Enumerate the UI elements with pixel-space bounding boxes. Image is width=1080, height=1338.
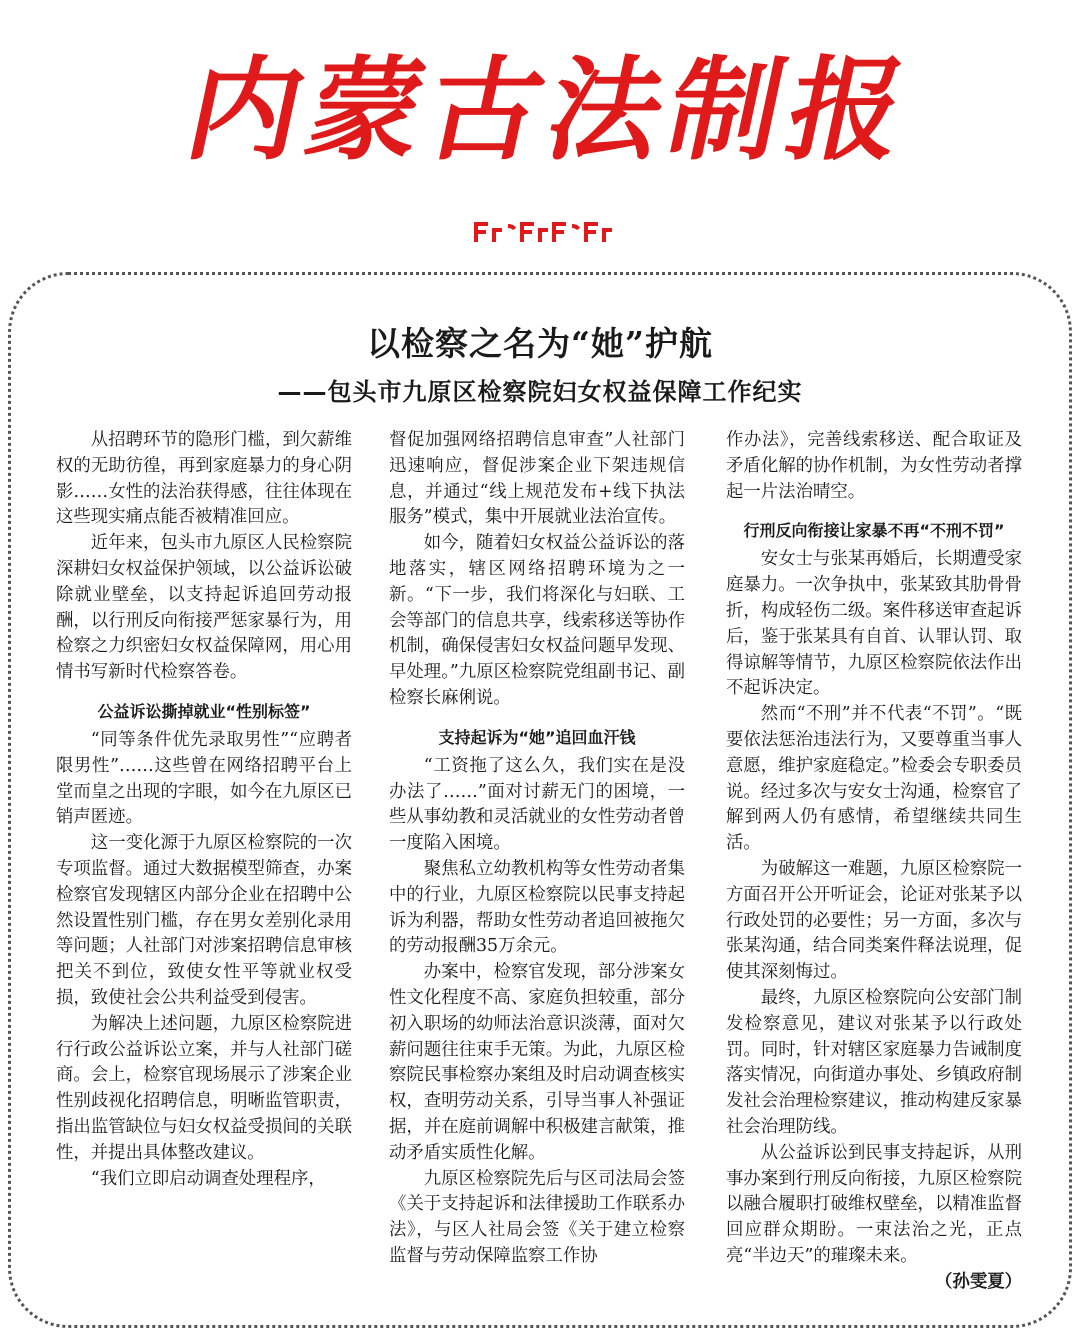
article-column-1 — [56, 428, 352, 1192]
paragraph: 然而“不刑”并不代表“不罚”。“既要依法惩治违法行为，又要尊重当事人意愿，维护家庭稳定。”检委会专职委员说。经过多次与安女士沟通，检察官了解到两人仍有感情，希望继续共同生活。 — [726, 704, 1022, 854]
paragraph: 为解决上述问题，九原区检察院进行行政公益诉讼立案，并与人社部门磋商。会上，检察官现场展示了涉案企业性别歧视化招聘信息，明晰监管职责，指出监管缺位与妇女权益受损间的关联性，并提出具体整改建议。 — [56, 1013, 352, 1163]
newspaper-logo: 内蒙古法制报 — [176, 45, 925, 176]
article-column-3 — [726, 428, 1022, 1296]
paragraph: “工资拖了这么久，我们实在是没办法了……”面对讨薪无门的困境，一些从事幼教和灵活就业的女性劳动者曾一度陷入困境。 — [389, 755, 685, 854]
paragraph: 从招聘环节的隐形门槛，到欠薪维权的无助彷徨，再到家庭暴力的身心阴影……女性的法治获得感，往往体现在这些现实痛点能否被精准回应。 — [56, 430, 352, 528]
paragraph: 聚焦私立幼教机构等女性劳动者集中的行业，九原区检察院以民事支持起诉为利器，帮助女性劳动者追回被拖欠的劳动报酬35万余元。 — [389, 858, 685, 957]
paragraph: 最终，九原区检察院向公安部门制发检察意见，建议对张某予以行政处罚。同时，针对辖区家庭暴力告诫制度落实情况，向街道办事处、乡镇政府制发社会治理检察建议，推动构建反家暴社会治理防线。 — [726, 987, 1022, 1137]
paragraph: 这一变化源于九原区检察院的一次专项监督。通过大数据模型筛查，办案检察官发现辖区内部分企业在招聘中公然设置性别门槛，存在男女差别化录用等问题；人社部门对涉案招聘信息审核把关不到位，致使女性平等就业权受损，致使社会公共利益受到侵害。 — [56, 833, 352, 1008]
paragraph: 为破解这一难题，九原区检察院一方面召开公开听证会，论证对张某予以行政处罚的必要性；另一方面，多次与张某沟通，结合同类案件释法说理，促使其深刻悔过。 — [726, 858, 1022, 983]
paragraph: 从公益诉讼到民事支持起诉，从刑事办案到行刑反向衔接，九原区检察院以融合履职打破维权壁垒，以精准监督回应群众期盼。一束法治之光，正点亮“半边天”的璀璨未来。 — [726, 1142, 1022, 1266]
author-byline: （孙雯夏） — [935, 1271, 1022, 1292]
section-heading: 支持起诉为“她”追回血汗钱 — [438, 727, 636, 747]
masthead — [0, 0, 1080, 270]
paragraph: 近年来，包头市九原区人民检察院深耕妇女权益保护领域，以公益诉讼破除就业壁垒，以支持起诉追回劳动报酬，以行刑反向衔接严惩家暴行为，用检察之力织密妇女权益保障网，用心用情书写新时代检察答卷。 — [56, 533, 352, 683]
mongolian-script-logo — [470, 218, 620, 246]
paragraph: 安女士与张某再婚后，长期遭受家庭暴力。一次争执中，张某致其肋骨骨折，构成轻伤二级。案件移送审查起诉后，鉴于张某具有自首、认罪认罚、取得谅解等情节，九原区检察院依法作出不起诉决定。 — [726, 549, 1022, 699]
paragraph: 九原区检察院先后与区司法局会签《关于支持起诉和法律援助工作联系办法》，与区人社局会签《关于建立检察监督与劳动保障监察工作协 — [389, 1168, 685, 1266]
paragraph: 如今，随着妇女权益公益诉讼的落地落实，辖区网络招聘环境为之一新。“下一步，我们将深化与妇联、工会等部门的信息共享，线索移送等协作机制，确保侵害妇女权益问题早发现、早处理。”九原区检察院党组副书记、副检察长麻俐说。 — [389, 533, 685, 708]
paragraph: 作办法》，完善线索移送、配合取证及矛盾化解的协作机制，为女性劳动者撑起一片法治晴空。 — [726, 430, 1022, 502]
paragraph: “我们立即启动调查处理程序， — [90, 1168, 326, 1189]
paragraph: 督促加强网络招聘信息审查”人社部门迅速响应，督促涉案企业下架违规信息，并通过“线上规范发布+线下执法服务”模式，集中开展就业法治宣传。 — [389, 430, 685, 528]
article-column-2 — [389, 428, 685, 1270]
section-heading: 行刑反向衔接让家暴不再“不刑不罚” — [743, 521, 1005, 541]
paragraph: 办案中，检察官发现，部分涉案女性文化程度不高、家庭负担较重，部分初入职场的幼师法治意识淡薄，面对欠薪问题往往束手无策。为此，九原区检察院民事检察办案组及时启动调查核实权，查明劳动关系，引导当事人补强证据，并在庭前调解中积极建言献策，推动矛盾实质性化解。 — [389, 962, 685, 1163]
article-subheadline: ——包头市九原区检察院妇女权益保障工作纪实 — [277, 378, 803, 406]
paragraph: “同等条件优先录取男性”“应聘者限男性”……这些曾在网络招聘平台上堂而皇之出现的字眼，如今在九原区已销声匿迹。 — [56, 729, 352, 828]
article-headline: 以检察之名为“她”护航 — [367, 324, 713, 363]
section-heading: 公益诉讼撕掉就业“性别标签” — [97, 701, 311, 721]
